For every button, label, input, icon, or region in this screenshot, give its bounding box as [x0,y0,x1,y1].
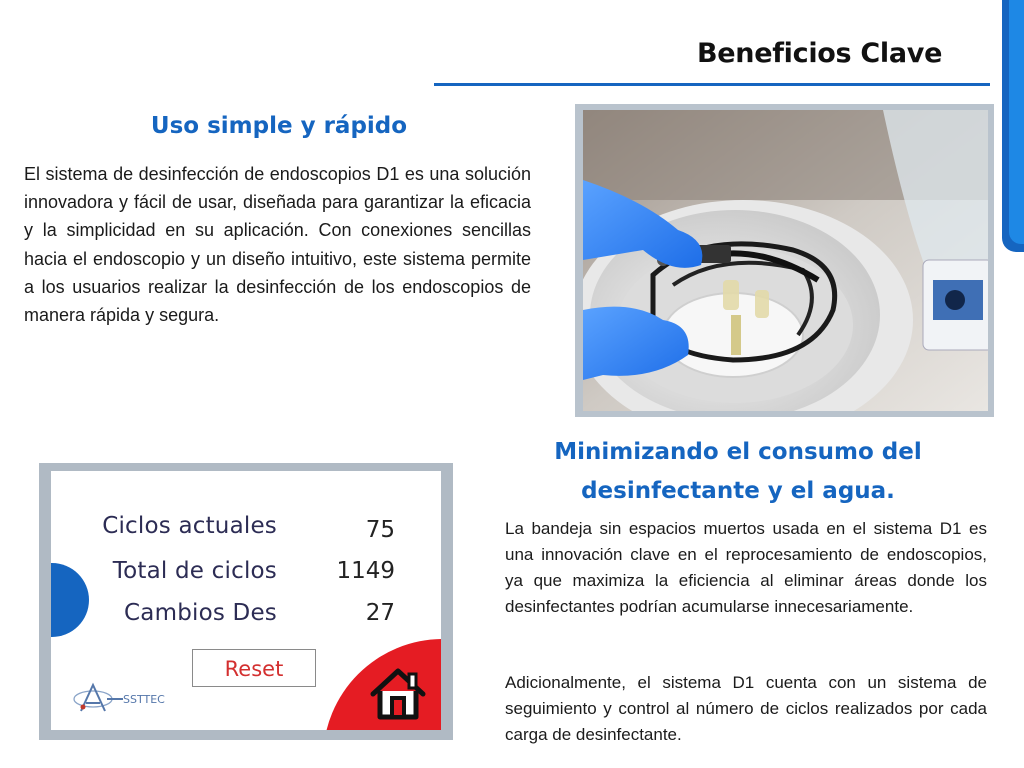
reset-button[interactable]: Reset [192,649,316,687]
side-tab-highlight [1009,0,1024,244]
logo-text: SSTTEC [123,693,165,706]
title-underline [434,83,990,86]
company-logo [71,681,181,722]
page-title: Beneficios Clave [697,38,943,69]
hmi-label-ciclos-actuales: Ciclos actuales [102,513,277,539]
section-heading-consumo-line2: desinfectante y el agua. [581,478,895,504]
hmi-value-total-ciclos: 1149 [336,558,395,584]
home-icon[interactable] [369,667,427,726]
product-photo [583,110,988,411]
hmi-value-cambios-des: 27 [365,600,395,626]
section-body-uso: El sistema de desinfección de endoscopios D1 es una solución innovadora y fácil de usar, diseñada para garantizar la eficacia y la simplicidad en su aplicación. Con conexiones sencillas hacia el endoscopio y un diseño intuitivo, este sistema permite a los usuarios realizar la desinfección de los endoscopios de manera rápida y segura. [24,164,531,326]
hmi-label-total-ciclos: Total de ciclos [112,558,277,584]
section-body-consumo-1: La bandeja sin espacios muertos usada en el sistema D1 es una innovación clave en el reprocesamiento de endoscopios, ya que maximiza la eficiencia al eliminar áreas donde los desinfectantes podrían acumularse innecesariamente. [505,519,987,616]
section-heading-consumo-line1: Minimizando el consumo del [554,439,922,465]
section-heading-consumo [538,433,938,511]
product-photo-frame [575,104,994,417]
hmi-value-ciclos-actuales: 75 [365,517,395,543]
section-body-consumo-2: Adicionalmente, el sistema D1 cuenta con un sistema de seguimiento y control al número de ciclos realizados por cada carga de desinfectante. [505,673,987,744]
hmi-screen [51,471,441,730]
hmi-blue-semicircle [51,563,89,637]
hmi-panel-frame [39,463,453,740]
hmi-label-cambios-des: Cambios Des [124,600,277,626]
section-heading-uso: Uso simple y rápido [150,113,408,139]
